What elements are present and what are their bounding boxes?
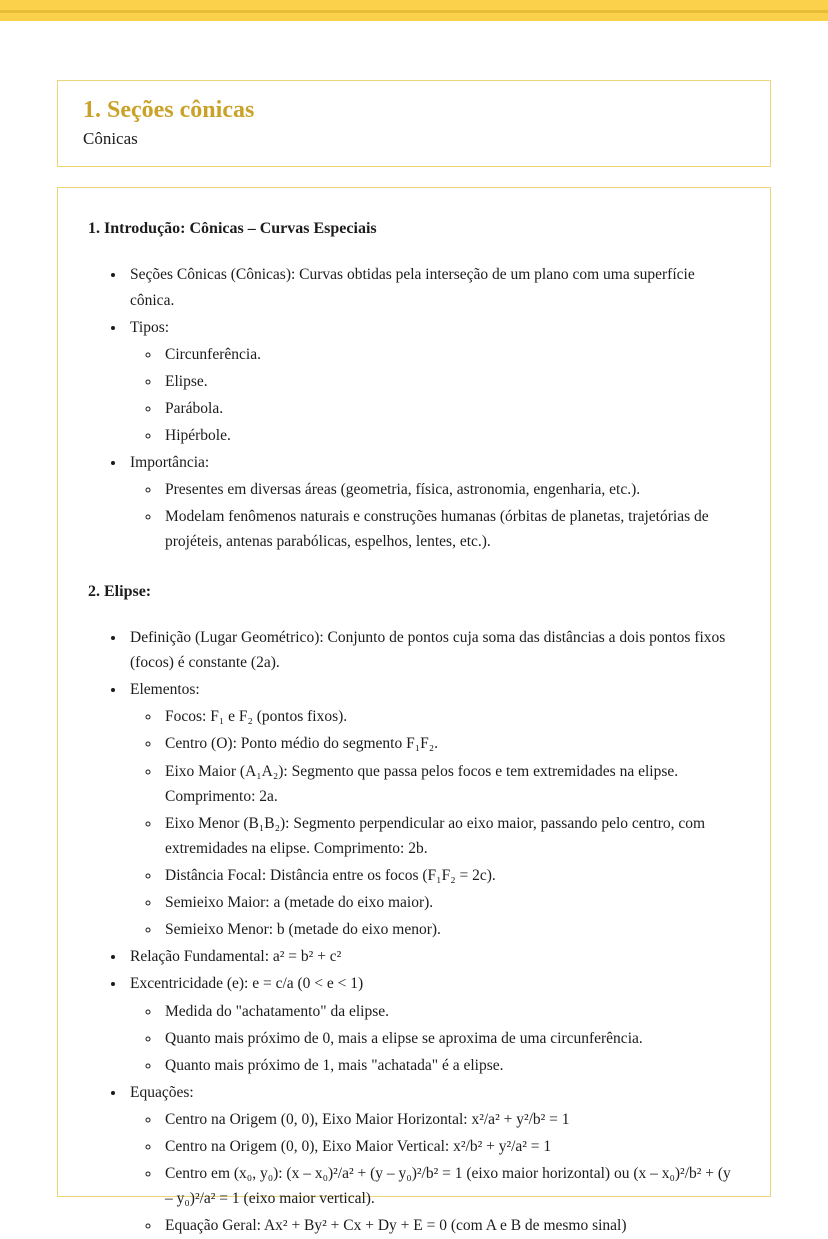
title-card xyxy=(57,80,771,167)
sub-list-item xyxy=(161,369,740,394)
sub-list-item xyxy=(161,863,740,888)
sub-list-item xyxy=(161,999,740,1024)
sub-list-item xyxy=(161,917,740,942)
list-item xyxy=(126,262,740,312)
bullet-list xyxy=(88,625,740,1239)
list-item-text: Centro na Origem (0, 0), Eixo Maior Horizontal: x²/a² + y²/b² = 1 xyxy=(165,1110,570,1128)
list-item-text: Distância Focal: Distância entre os focos (F₁F₂ = 2c). xyxy=(165,866,496,884)
list-item-text: Eixo Menor (B₁B₂): Segmento perpendicular ao eixo maior, passando pelo centro, com extremidades na elipse. Comprimento: 2b. xyxy=(165,814,706,857)
list-item-text: Presentes em diversas áreas (geometria, física, astronomia, engenharia, etc.). xyxy=(165,481,641,499)
sub-list-item xyxy=(161,731,740,756)
sub-bullet-list xyxy=(130,342,740,448)
list-item xyxy=(126,677,740,942)
list-item-text: Equações: xyxy=(130,1083,194,1101)
sub-bullet-list xyxy=(130,999,740,1078)
list-item-text: Semieixo Menor: b (metade do eixo menor). xyxy=(165,921,441,939)
top-accent-line xyxy=(0,10,828,13)
list-item-text: Quanto mais próximo de 1, mais "achatada" é a elipse. xyxy=(165,1056,504,1074)
list-item-text: Focos: F₁ e F₂ (pontos fixos). xyxy=(165,708,348,726)
sub-list-item xyxy=(161,477,740,502)
sub-list-item xyxy=(161,396,740,421)
list-item xyxy=(126,1080,740,1239)
sub-bullet-list xyxy=(130,477,740,554)
sub-list-item xyxy=(161,1134,740,1159)
list-item-text: Hipérbole. xyxy=(165,427,231,445)
list-item-text: Semieixo Maior: a (metade do eixo maior). xyxy=(165,894,434,912)
list-item-text: Centro (O): Ponto médio do segmento F₁F₂. xyxy=(165,735,439,753)
sub-list-item xyxy=(161,759,740,809)
page-title: 1. Seções cônicas xyxy=(83,97,255,123)
sub-list-item xyxy=(161,504,740,554)
list-item-text: Importância: xyxy=(130,454,210,472)
document-body xyxy=(88,218,740,1239)
bullet-list xyxy=(88,262,740,554)
list-item xyxy=(126,944,740,969)
list-item-text: Elipse. xyxy=(165,372,208,390)
sub-list-item xyxy=(161,1053,740,1078)
sub-list-item xyxy=(161,1213,740,1238)
top-accent-bar xyxy=(0,0,828,21)
sub-bullet-list xyxy=(130,1107,740,1239)
sub-list-item xyxy=(161,811,740,861)
list-item-text: Excentricidade (e): e = c/a (0 < e < 1) xyxy=(130,975,364,993)
sub-list-item xyxy=(161,890,740,915)
section-heading: 2. Elipse: xyxy=(88,582,152,600)
list-item-text: Centro em (x₀, y₀): (x – x₀)²/a² + (y – y₀)²/b² = 1 (eixo maior horizontal) ou (x – x₀)²/b² + (y – y₀)²/a² = 1 (eixo maior vertical). xyxy=(165,1165,731,1208)
list-item-text: Modelam fenômenos naturais e construções humanas (órbitas de planetas, trajetórias de projéteis, antenas parabólicas, espelhos, lentes, etc.). xyxy=(165,508,709,551)
sub-list-item xyxy=(161,704,740,729)
list-item-text: Circunferência. xyxy=(165,345,261,363)
list-item xyxy=(126,625,740,675)
list-item-text: Tipos: xyxy=(130,318,170,336)
list-item-text: Relação Fundamental: a² = b² + c² xyxy=(130,948,342,966)
list-item xyxy=(126,971,740,1077)
list-item xyxy=(126,450,740,554)
content-card xyxy=(57,187,771,1235)
sub-bullet-list xyxy=(130,704,740,942)
list-item xyxy=(126,315,740,449)
list-item-text: Definição (Lugar Geométrico): Conjunto de pontos cuja soma das distâncias a dois pontos fixos (focos) é constante (2a). xyxy=(130,628,726,672)
list-item-text: Centro na Origem (0, 0), Eixo Maior Vertical: x²/b² + y²/a² = 1 xyxy=(165,1138,552,1156)
page-subtitle: Cônicas xyxy=(83,128,138,148)
section-heading: 1. Introdução: Cônicas – Curvas Especiais xyxy=(88,220,377,237)
list-item-text: Parábola. xyxy=(165,399,224,417)
sub-list-item xyxy=(161,1161,740,1211)
sub-list-item xyxy=(161,1107,740,1132)
sub-list-item xyxy=(161,423,740,448)
sub-list-item xyxy=(161,342,740,367)
list-item-text: Quanto mais próximo de 0, mais a elipse se aproxima de uma circunferência. xyxy=(165,1029,643,1047)
sub-list-item xyxy=(161,1026,740,1051)
list-item-text: Medida do "achatamento" da elipse. xyxy=(165,1002,389,1020)
list-item-text: Eixo Maior (A₁A₂): Segmento que passa pelos focos e tem extremidades na elipse. Comprimento: 2a. xyxy=(165,762,679,805)
list-item-text: Seções Cônicas (Cônicas): Curvas obtidas pela interseção de um plano com uma superfície cônica. xyxy=(130,266,695,309)
list-item-text: Elementos: xyxy=(130,681,200,699)
list-item-text: Equação Geral: Ax² + By² + Cx + Dy + E = 0 (com A e B de mesmo sinal) xyxy=(165,1217,627,1235)
